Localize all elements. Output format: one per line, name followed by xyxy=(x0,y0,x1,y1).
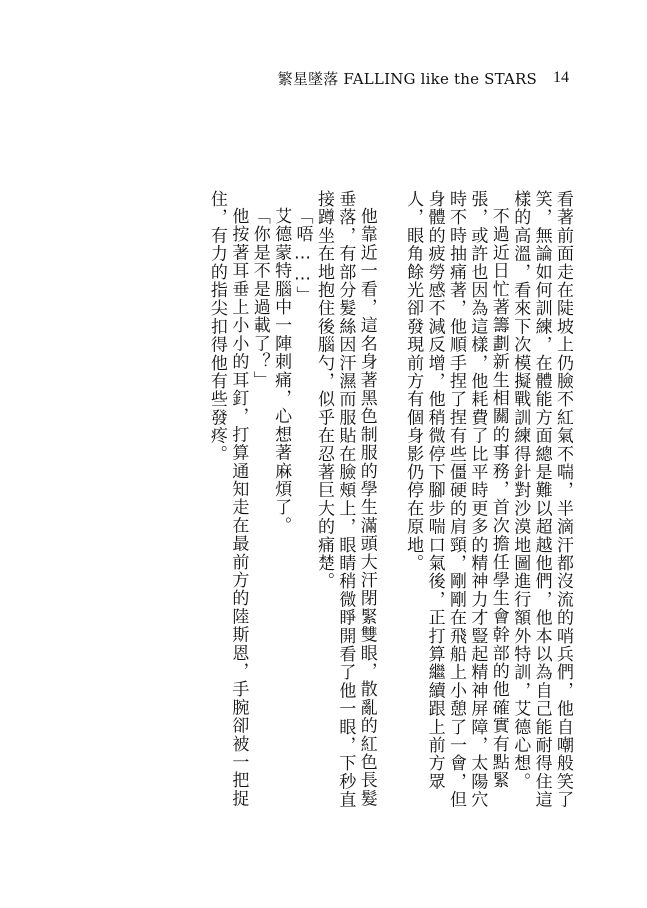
dialogue-overload: 「你是不是過載了？」 xyxy=(249,207,270,389)
paragraph-student: 他靠近一看，這名身著黑色制服的學生滿頭大汗閉緊雙眼，散亂的紅色長髮垂落，有部分髮絲因汗濕而服貼在臉頰上，眼睛稍微睜開看了他一眼，下秒直接蹲坐在地抱住後腦勺，似乎在忍著巨大的痛楚。 xyxy=(313,190,377,809)
paragraph-earring: 他按著耳垂上小小的耳釘，打算通知走在最前方的陸斯恩，手腕卻被一把捉住，有力的指尖扣得他有些發疼。 xyxy=(206,190,249,808)
page-number: 14 xyxy=(553,69,569,86)
running-header xyxy=(278,66,569,90)
paragraph-opening: 看著前面走在陡坡上仍臉不紅氣不喘，半滴汗都沒流的哨兵們，他自嘲般笑了笑，無論如何訓練，在體能方面總是難以超越他們，他本以為自己能耐得住這樣的高溫，看來下次模擬戰訓練得針對沙漠地圖進行額外特訓，艾德心想。 xyxy=(510,190,573,809)
running-title: 繁星墜落 FALLING like the STARS xyxy=(277,69,537,88)
paragraph-fatigue: 不過近日忙著籌劃新生相關的事務，首次擔任學生會幹部的他確實有點緊張，或許也因為這樣，他耗費了比平時更多的精神力才豎起精神屏障，太陽穴時不時抽痛著，他順手捏了捏有些僵硬的肩頸，剛剛在飛船上小憩了一會，但身體的疲勞感不減反增，他稍微停下腳步喘口氣後，正打算繼續跟上前方眾人，眼角餘光卻發現前方有個身影仍停在原地。 xyxy=(403,190,509,809)
dialogue-groan: 「唔……」 xyxy=(292,207,313,304)
paragraph-headache: 艾德蒙特腦中一陣刺痛，心想著麻煩了。 xyxy=(271,207,292,535)
vertical-text-body xyxy=(104,190,573,815)
